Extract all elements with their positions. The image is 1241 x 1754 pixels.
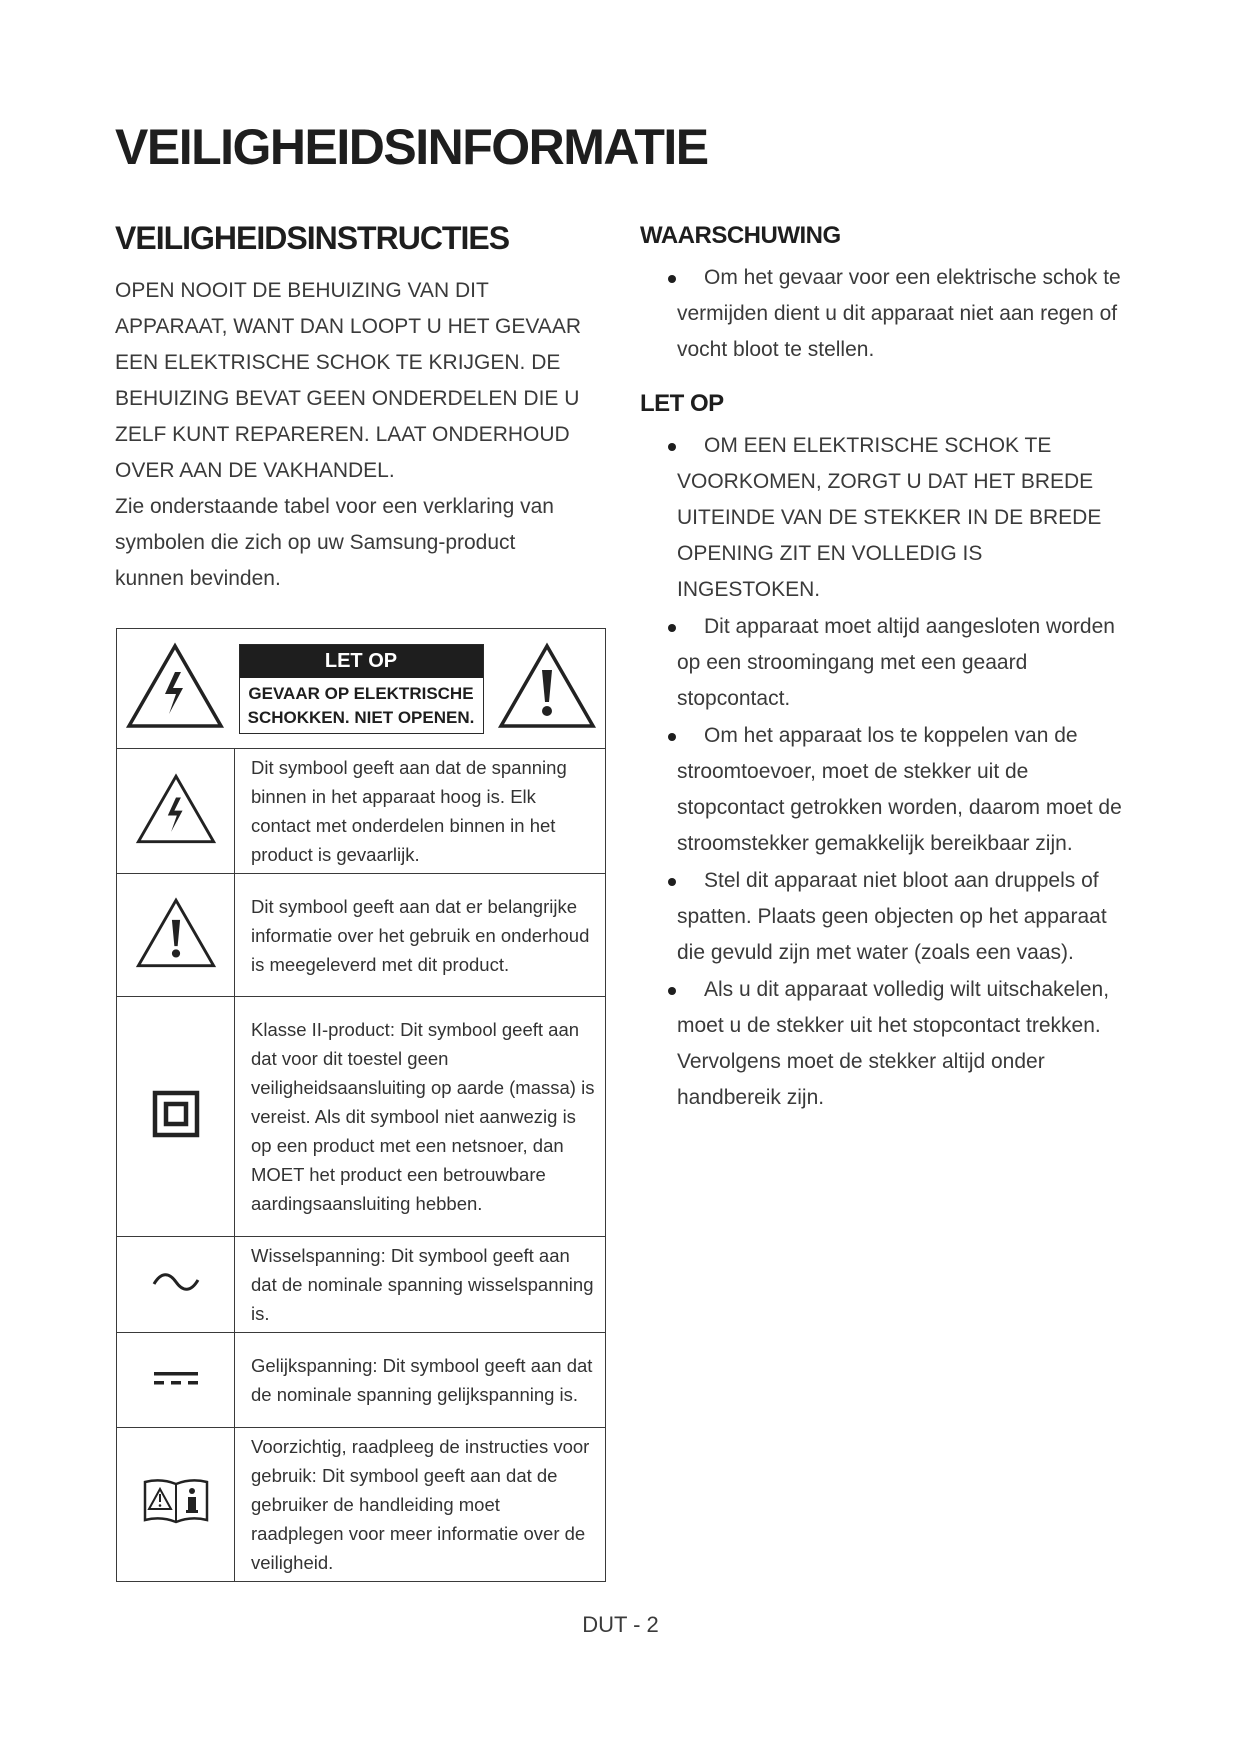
symbol-description: Dit symbool geeft aan dat er belangrijke informatie over het gebruik en onderhoud is meegeleverd met dit product. bbox=[235, 874, 606, 997]
caution-text-line2: SCHOKKEN. NIET OPENEN. bbox=[247, 707, 475, 727]
table-header-row bbox=[117, 629, 606, 749]
caution-text-line1: GEVAAR OP ELEKTRISCHE bbox=[248, 683, 474, 703]
symbol-description: Wisselspanning: Dit symbool geeft aan dat de nominale spanning wisselspanning is. bbox=[235, 1237, 606, 1333]
lightning-warning-icon bbox=[117, 749, 235, 874]
lightning-warning-icon bbox=[125, 642, 225, 735]
list-item: Om het apparaat los te koppelen van de stroomtoevoer, moet de stekker uit de stopcontact getrokken worden, daarom moet de stroomstekker gemakkelijk bereikbaar zijn. bbox=[677, 718, 1140, 862]
symbol-description: Klasse II-product: Dit symbool geeft aan dat voor dit toestel geen veiligheidsaansluiting op aarde (massa) is vereist. Als dit symbool niet aanwezig is op een product met een netsnoer, dan MOET het product een betrouwbare aardingsaansluiting hebben. bbox=[235, 997, 606, 1237]
list-item: Stel dit apparaat niet bloot aan druppels of spatten. Plaats geen objecten op het apparaat die gevuld zijn met water (zoals een vaas). bbox=[677, 863, 1140, 971]
caution-text bbox=[240, 678, 483, 733]
caution-title: LET OP bbox=[640, 390, 724, 417]
symbol-description: Voorzichtig, raadpleeg de instructies voor gebruik: Dit symbool geeft aan dat de gebruiker de handleiding moet raadplegen voor meer informatie over de veiligheid. bbox=[235, 1428, 606, 1582]
warning-title: WAARSCHUWING bbox=[640, 222, 841, 249]
page-number: DUT - 2 bbox=[582, 1612, 659, 1637]
symbol-table bbox=[116, 628, 606, 1582]
table-row bbox=[117, 749, 606, 874]
exclamation-warning-icon bbox=[497, 642, 597, 735]
page-title: VEILIGHEIDSINFORMATIE bbox=[115, 119, 708, 175]
safety-instructions-section bbox=[115, 220, 605, 597]
intro-symbols-paragraph: Zie onderstaande tabel voor een verklaring van symbolen die zich op uw Samsung-product kunnen bevinden. bbox=[115, 495, 554, 590]
symbol-description: Dit symbool geeft aan dat de spanning binnen in het apparaat hoog is. Elk contact met onderdelen binnen in het product is gevaarlijk. bbox=[235, 749, 606, 874]
list-item: Om het gevaar voor een elektrische schok te vermijden dient u dit apparaat niet aan regen of vocht bloot te stellen. bbox=[677, 260, 1140, 368]
intro-text bbox=[115, 273, 605, 597]
symbol-description: Gelijkspanning: Dit symbool geeft aan dat de nominale spanning gelijkspanning is. bbox=[235, 1333, 606, 1428]
list-item: Als u dit apparaat volledig wilt uitschakelen, moet u de stekker uit het stopcontact trekken. Vervolgens moet de stekker altijd onder handbereik zijn. bbox=[677, 972, 1140, 1116]
table-row bbox=[117, 874, 606, 997]
caution-label: LET OP bbox=[240, 645, 483, 678]
caution-list bbox=[640, 428, 1140, 1116]
warning-list bbox=[640, 260, 1140, 368]
section-title: VEILIGHEIDSINSTRUCTIES bbox=[115, 220, 510, 256]
list-item: OM EEN ELEKTRISCHE SCHOK TE VOORKOMEN, ZORGT U DAT HET BREDE UITEINDE VAN DE STEKKER IN DE BREDE OPENING ZIT EN VOLLEDIG IS INGESTOKEN. bbox=[677, 428, 1140, 608]
dc-voltage-icon bbox=[117, 1333, 235, 1428]
table-row bbox=[117, 1237, 606, 1333]
consult-manual-icon bbox=[117, 1428, 235, 1582]
ac-voltage-icon bbox=[117, 1237, 235, 1333]
table-row bbox=[117, 1333, 606, 1428]
warnings-section bbox=[640, 222, 1140, 1117]
intro-caps-paragraph: OPEN NOOIT DE BEHUIZING VAN DIT APPARAAT, WANT DAN LOOPT U HET GEVAAR EEN ELEKTRISCHE SCHOK TE KRIJGEN. DE BEHUIZING BEVAT GEEN ONDERDELEN DIE U ZELF KUNT REPAREREN. LAAT ONDERHOUD OVER AAN DE VAKHANDEL. bbox=[115, 279, 581, 482]
caution-label-box bbox=[239, 644, 484, 734]
table-row bbox=[117, 1428, 606, 1582]
double-insulation-icon bbox=[117, 997, 235, 1237]
exclamation-warning-icon bbox=[117, 874, 235, 997]
list-item: Dit apparaat moet altijd aangesloten worden op een stroomingang met een geaard stopcontact. bbox=[677, 609, 1140, 717]
table-row bbox=[117, 997, 606, 1237]
